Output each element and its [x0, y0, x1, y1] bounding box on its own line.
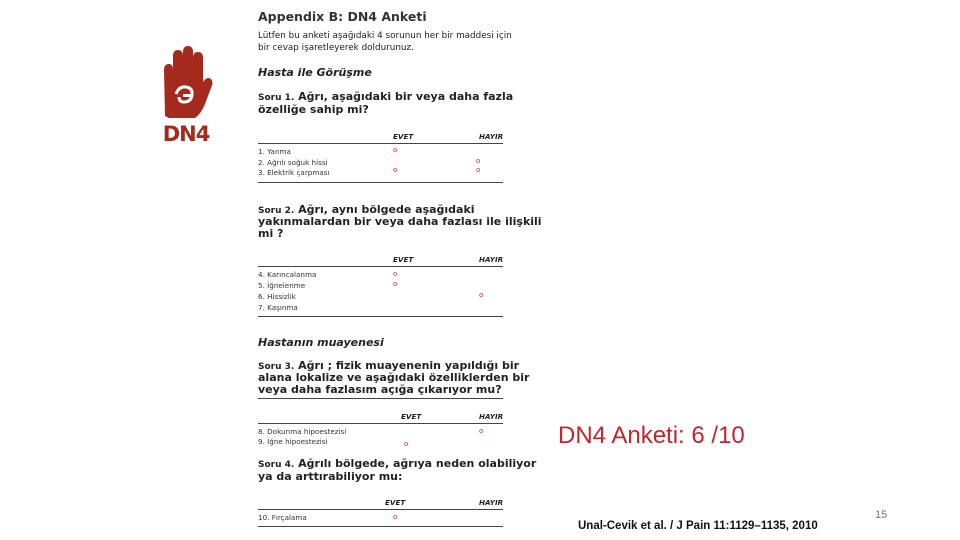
- q3-item-8: 8. Dokunma hipoestezisi: [258, 427, 347, 436]
- question-2-number: Soru 2.: [258, 206, 295, 216]
- question-4-line-1: Ağrılı bölgede, ağrıya neden olabiliyor: [298, 457, 537, 470]
- question-3-line-1: Ağrı ; fizik muayenenin yapıldığı bir: [298, 359, 520, 372]
- question-4-line-2: ya da arttırabiliyor mu:: [258, 470, 403, 483]
- q3-col-yes: EVET: [401, 412, 422, 421]
- q1-rule-top: [258, 143, 503, 144]
- q4-rule-bottom: [258, 526, 503, 527]
- page-number: 15: [875, 509, 888, 521]
- question-3-number: Soru 3.: [258, 362, 295, 372]
- q2-item-6: 6. Hissizlik: [258, 292, 296, 301]
- dn4-questionnaire-image: [255, 0, 542, 540]
- q4-rule-top: [258, 509, 503, 510]
- q1-col-no: HAYIR: [479, 132, 504, 141]
- q2-mark-no-6: o: [479, 291, 484, 299]
- intro-line-2: bir cevap işaretleyerek doldurunuz.: [258, 43, 414, 53]
- q3-mark-yes-9: o: [404, 440, 409, 448]
- section-examination: Hastanın muayenesi: [258, 336, 384, 349]
- q1-mark-yes-3: o: [393, 166, 398, 174]
- q1-item-1: 1. Yanma: [258, 147, 291, 156]
- q2-rule-bottom: [258, 316, 503, 317]
- q4-mark-yes-10: o: [393, 513, 398, 521]
- question-1-line-2: özelliğe sahip mi?: [258, 103, 369, 116]
- dn4-score-text: DN4 Anketi: 6 /10: [558, 422, 745, 449]
- question-3-line-3: veya daha fazlasım açığa çıkarıyor mu?: [258, 383, 502, 396]
- q2-item-5: 5. İğnelenme: [258, 281, 306, 290]
- question-4-number: Soru 4.: [258, 460, 295, 470]
- q2-mark-yes-5: o: [393, 280, 398, 288]
- q1-rule-bottom: [258, 182, 503, 183]
- q1-col-yes: EVET: [393, 132, 414, 141]
- section-interview: Hasta ile Görüşme: [258, 66, 372, 79]
- q3-col-no: HAYIR: [479, 412, 504, 421]
- dn4-logo: [155, 42, 217, 146]
- q2-rule-top: [258, 266, 503, 267]
- question-2-line-1: Ağrı, aynı bölgede aşağıdaki: [298, 203, 475, 216]
- intro-line-1: Lütfen bu anketi aşağıdaki 4 sorunun her bir maddesi için: [258, 31, 512, 41]
- q3-mark-no-8: o: [479, 427, 484, 435]
- q3-rule-top: [258, 423, 503, 424]
- q2-item-7: 7. Kaşınma: [258, 303, 298, 312]
- q1-item-2: 2. Ağrılı soğuk hissi: [258, 158, 328, 167]
- q4-col-no: HAYIR: [479, 498, 504, 507]
- q3-rule-mid: [258, 398, 503, 399]
- q2-item-4: 4. Karıncalanma: [258, 270, 317, 279]
- q1-mark-yes-1: o: [393, 146, 398, 154]
- question-1-number: Soru 1.: [258, 93, 295, 103]
- question-1-line-1: Ağrı, aşağıdaki bir veya daha fazla: [298, 90, 514, 103]
- q1-mark-no-2: o: [476, 157, 481, 165]
- q2-col-yes: EVET: [393, 255, 414, 264]
- q2-mark-yes-4: o: [393, 270, 398, 278]
- q1-item-3: 3. Elektrik çarpması: [258, 168, 330, 177]
- q3-item-9: 9. İğne hipoestezisi: [258, 437, 328, 446]
- question-2-line-2: yakınmalardan bir veya daha fazlası ile ilişkili: [258, 215, 542, 228]
- question-2-line-3: mi ?: [258, 227, 284, 240]
- question-3-line-2: alana lokalize ve aşağıdaki özelliklerden bir: [258, 371, 530, 384]
- q4-item-10: 10. Fırçalama: [258, 513, 307, 522]
- q4-col-yes: EVET: [385, 498, 406, 507]
- citation: Unal-Cevik et al. / J Pain 11:1129–1135, 2010: [578, 520, 818, 532]
- dn4-logo-text: DN4: [162, 122, 210, 146]
- q2-col-no: HAYIR: [479, 255, 504, 264]
- appendix-title: Appendix B: DN4 Anketi: [258, 9, 427, 24]
- q1-mark-no-3: o: [476, 166, 481, 174]
